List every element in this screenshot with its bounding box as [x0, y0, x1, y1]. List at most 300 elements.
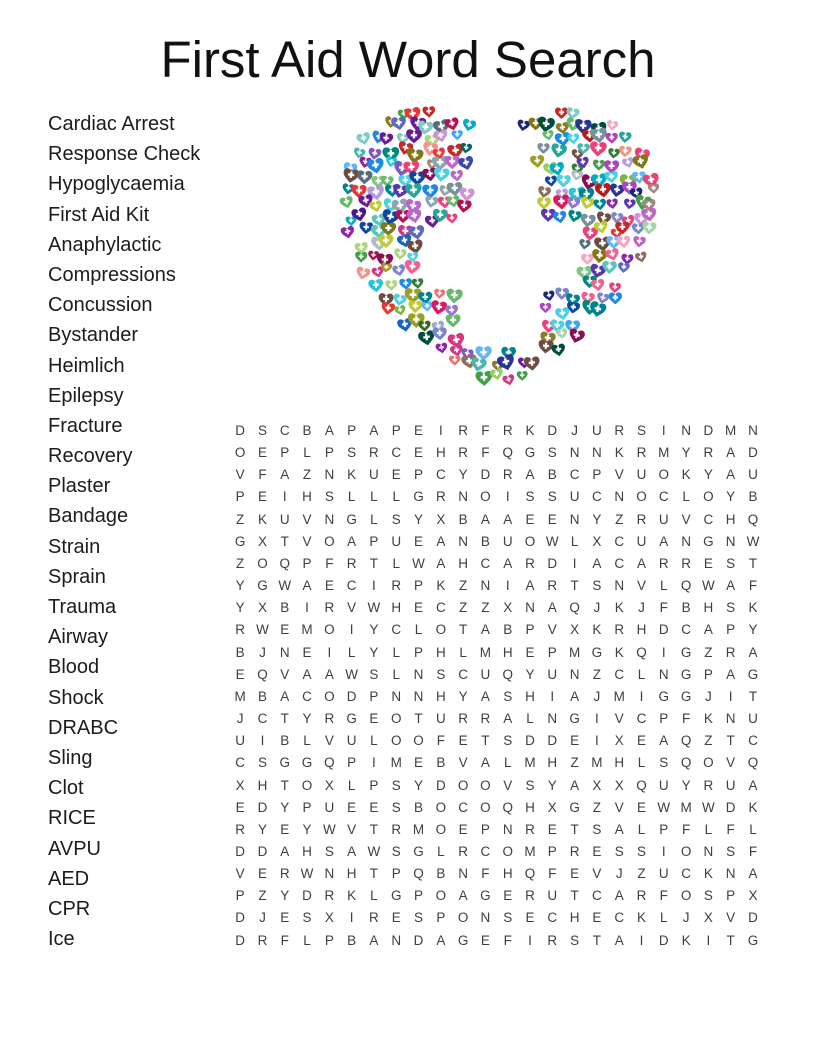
grid-letter: L — [370, 511, 378, 527]
grid-letter: A — [614, 821, 624, 837]
grid-letter: A — [503, 555, 513, 571]
grid-letter: E — [592, 843, 602, 859]
mini-heart-icon — [591, 279, 606, 292]
grid-letter: A — [280, 467, 290, 483]
grid-letter: H — [391, 600, 402, 616]
word-list-item: Sprain — [48, 565, 106, 588]
grid-letter: J — [593, 600, 601, 616]
grid-letter: J — [682, 910, 690, 926]
grid-letter: B — [748, 489, 758, 505]
grid-letter: P — [369, 688, 379, 704]
grid-letter: D — [346, 688, 357, 704]
grid-letter: G — [703, 533, 714, 549]
grid-letter: Z — [704, 733, 713, 749]
grid-letter: K — [257, 511, 267, 527]
grid-letter: A — [592, 555, 602, 571]
grid-letter: O — [457, 910, 469, 926]
grid-letter: Y — [235, 600, 245, 616]
grid-letter: S — [369, 666, 379, 682]
grid-letter: L — [749, 821, 757, 837]
word-list-item: Heimlich — [48, 354, 125, 377]
grid-letter: S — [324, 843, 334, 859]
grid-letter: K — [703, 711, 713, 727]
grid-letter: S — [592, 821, 602, 837]
grid-letter: S — [636, 843, 646, 859]
mini-heart-icon — [641, 221, 656, 235]
grid-letter: I — [438, 423, 443, 438]
grid-letter: F — [681, 711, 691, 727]
grid-letter: O — [658, 467, 670, 483]
grid-letter: T — [570, 821, 579, 837]
grid-letter: A — [614, 932, 624, 948]
grid-letter: V — [614, 799, 624, 815]
grid-letter: E — [391, 467, 401, 483]
grid-letter: L — [637, 666, 646, 682]
grid-letter: E — [414, 755, 424, 771]
grid-letter: V — [503, 777, 513, 793]
grid-letter: I — [639, 688, 644, 704]
grid-letter: I — [327, 644, 332, 660]
grid-letter: O — [680, 843, 692, 859]
grid-letter: Y — [748, 622, 758, 638]
grid-letter: Y — [280, 888, 290, 904]
grid-letter: I — [572, 555, 577, 571]
grid-letter: G — [591, 644, 603, 660]
grid-letter: U — [636, 467, 647, 483]
grid-letter: H — [725, 511, 736, 527]
word-list-item: Anaphylactic — [48, 233, 162, 256]
grid-letter: V — [235, 467, 245, 483]
mini-heart-icon — [433, 289, 445, 300]
mini-heart-icon — [593, 198, 607, 210]
grid-letter: P — [302, 799, 312, 815]
grid-row — [229, 907, 764, 929]
grid-letter: G — [390, 888, 402, 904]
grid-letter: B — [302, 423, 312, 438]
grid-letter: C — [703, 511, 714, 527]
grid-letter: R — [324, 711, 335, 727]
grid-letter: L — [570, 533, 579, 549]
heart-of-hearts-graphic — [330, 106, 666, 398]
mini-heart-icon — [556, 174, 571, 187]
grid-row — [229, 553, 764, 575]
grid-letter: A — [503, 511, 513, 527]
grid-letter: A — [726, 578, 736, 594]
grid-letter: N — [413, 666, 424, 682]
grid-letter: U — [725, 777, 736, 793]
grid-letter: I — [661, 423, 666, 438]
grid-letter: G — [234, 533, 246, 549]
grid-letter: H — [703, 600, 714, 616]
grid-letter: R — [502, 423, 513, 438]
grid-letter: R — [658, 555, 669, 571]
grid-letter: M — [479, 644, 492, 660]
grid-letter: E — [280, 910, 290, 926]
grid-letter: V — [726, 755, 736, 771]
grid-letter: I — [728, 688, 733, 704]
grid-letter: S — [726, 555, 736, 571]
grid-letter: Z — [570, 755, 579, 771]
grid-letter: L — [503, 755, 512, 771]
word-list-item: Sling — [48, 746, 93, 769]
grid-letter: C — [547, 910, 558, 926]
grid-letter: Y — [525, 666, 535, 682]
grid-letter: F — [659, 600, 668, 616]
grid-letter: C — [346, 578, 357, 594]
grid-letter: E — [636, 733, 646, 749]
grid-letter: E — [703, 555, 713, 571]
grid-letter: L — [370, 489, 378, 505]
mini-heart-icon — [446, 213, 458, 224]
grid-letter: D — [547, 733, 558, 749]
grid-letter: K — [748, 600, 758, 616]
mini-heart-icon — [580, 213, 597, 228]
grid-letter: D — [547, 555, 558, 571]
grid-letter: C — [279, 423, 290, 438]
grid-letter: S — [614, 843, 624, 859]
grid-letter: S — [436, 666, 446, 682]
grid-letter: R — [636, 511, 647, 527]
grid-letter: X — [324, 910, 334, 926]
grid-letter: A — [436, 533, 446, 549]
grid-letter: B — [436, 866, 446, 882]
grid-letter: G — [413, 843, 424, 859]
mini-heart-icon — [393, 248, 407, 260]
grid-letter: E — [480, 932, 490, 948]
grid-letter: A — [347, 533, 357, 549]
grid-letter: L — [660, 910, 668, 926]
grid-letter: E — [458, 733, 468, 749]
grid-row — [229, 664, 764, 686]
mini-heart-icon — [570, 169, 583, 181]
grid-letter: M — [568, 644, 581, 660]
word-list-item: AED — [48, 867, 90, 890]
grid-letter: P — [391, 866, 401, 882]
grid-letter: Q — [747, 755, 759, 771]
grid-letter: S — [726, 843, 736, 859]
grid-letter: M — [524, 755, 536, 771]
mini-heart-icon — [567, 133, 580, 144]
grid-letter: D — [235, 843, 246, 859]
grid-letter: L — [704, 821, 713, 837]
grid-letter: D — [525, 733, 535, 749]
grid-letter: V — [347, 600, 357, 616]
grid-letter: S — [302, 910, 312, 926]
grid-letter: Y — [302, 711, 312, 727]
mini-heart-icon — [356, 132, 372, 147]
grid-letter: A — [659, 733, 669, 749]
grid-letter: S — [636, 423, 646, 438]
grid-letter: S — [391, 511, 401, 527]
grid-letter: O — [502, 843, 513, 859]
grid-letter: D — [547, 423, 558, 438]
grid-letter: S — [592, 578, 602, 594]
mini-heart-icon — [530, 155, 545, 169]
grid-letter: I — [639, 932, 644, 948]
grid-letter: U — [346, 733, 357, 749]
grid-letter: L — [303, 932, 311, 948]
mini-heart-icon — [451, 130, 463, 140]
word-list-item: DRABC — [48, 716, 119, 739]
grid-letter: C — [435, 467, 446, 483]
grid-letter: B — [436, 755, 446, 771]
grid-letter: Q — [413, 866, 424, 882]
grid-letter: D — [658, 622, 669, 638]
grid-letter: G — [569, 711, 580, 727]
grid-letter: K — [436, 578, 446, 594]
grid-letter: G — [680, 688, 692, 704]
grid-letter: B — [347, 932, 357, 948]
grid-row — [229, 797, 764, 819]
grid-letter: N — [279, 644, 290, 660]
grid-letter: S — [547, 445, 557, 461]
word-list-item: Compressions — [48, 263, 176, 286]
grid-letter: C — [458, 799, 468, 815]
grid-letter: C — [569, 467, 580, 483]
grid-letter: X — [570, 622, 580, 638]
grid-letter: F — [258, 467, 267, 483]
grid-letter: W — [702, 799, 715, 815]
grid-letter: L — [303, 733, 311, 749]
grid-letter: K — [525, 423, 535, 438]
grid-letter: G — [747, 666, 759, 682]
grid-letter: E — [414, 445, 424, 461]
grid-letter: E — [414, 600, 424, 616]
grid-letter: H — [547, 755, 558, 771]
grid-letter: E — [525, 910, 535, 926]
grid-letter: A — [659, 533, 669, 549]
mini-heart-icon — [340, 225, 355, 239]
grid-letter: N — [614, 489, 625, 505]
grid-letter: F — [681, 821, 691, 837]
grid-letter: X — [436, 511, 446, 527]
grid-letter: L — [682, 489, 690, 505]
grid-letter: Q — [257, 666, 268, 682]
grid-letter: I — [282, 489, 287, 505]
grid-letter: R — [502, 467, 513, 483]
grid-letter: S — [703, 888, 713, 904]
grid-letter: A — [280, 688, 290, 704]
grid-letter: R — [725, 644, 736, 660]
grid-letter: A — [748, 644, 758, 660]
grid-letter: A — [324, 423, 334, 438]
grid-letter: E — [257, 445, 267, 461]
grid-letter: X — [592, 533, 602, 549]
grid-letter: F — [548, 866, 557, 882]
grid-letter: N — [525, 600, 535, 616]
grid-letter: O — [480, 489, 491, 505]
grid-letter: U — [369, 467, 379, 483]
grid-letter: X — [614, 777, 624, 793]
grid-letter: A — [480, 511, 490, 527]
grid-letter: Y — [592, 511, 602, 527]
grid-letter: M — [524, 843, 536, 859]
grid-letter: R — [703, 777, 714, 793]
grid-letter: T — [369, 866, 379, 882]
grid-letter: W — [746, 533, 760, 549]
grid-letter: T — [280, 777, 289, 793]
grid-letter: G — [480, 888, 491, 904]
word-list-item: Plaster — [48, 475, 111, 498]
word-list-item: Recovery — [48, 445, 133, 468]
grid-letter: Q — [279, 555, 290, 571]
grid-letter: B — [681, 600, 691, 616]
grid-letter: T — [570, 578, 579, 594]
grid-letter: F — [748, 578, 758, 594]
grid-letter: W — [412, 555, 425, 571]
grid-letter: R — [391, 821, 402, 837]
grid-letter: H — [569, 910, 580, 926]
grid-letter: E — [570, 866, 580, 882]
grid-letter: M — [680, 799, 692, 815]
grid-letter: N — [569, 511, 580, 527]
grid-letter: R — [458, 843, 468, 859]
grid-letter: Y — [369, 644, 379, 660]
grid-letter: N — [324, 511, 335, 527]
grid-letter: E — [257, 866, 267, 882]
grid-letter: G — [346, 511, 357, 527]
mini-heart-icon — [449, 355, 461, 366]
word-list-item: CPR — [48, 897, 91, 920]
mini-heart-icon — [405, 183, 423, 199]
grid-letter: F — [481, 423, 490, 438]
word-list-item: Trauma — [48, 596, 117, 618]
mini-heart-icon — [444, 155, 460, 169]
grid-letter: F — [726, 821, 735, 837]
grid-letter: K — [748, 799, 758, 815]
grid-row — [229, 885, 764, 907]
grid-letter: S — [503, 688, 513, 704]
grid-letter: A — [525, 578, 535, 594]
grid-letter: M — [234, 688, 246, 704]
grid-letter: O — [301, 777, 313, 793]
mini-heart-icon — [589, 141, 607, 157]
grid-letter: D — [257, 843, 268, 859]
grid-letter: Q — [636, 777, 647, 793]
grid-letter: A — [726, 445, 736, 461]
mini-heart-icon — [608, 148, 620, 159]
word-list-item: Shock — [48, 686, 104, 709]
mini-heart-icon — [556, 328, 569, 340]
grid-letter: M — [613, 688, 625, 704]
grid-letter: T — [748, 688, 758, 704]
grid-letter: Q — [636, 644, 647, 660]
grid-letter: K — [636, 910, 646, 926]
grid-letter: G — [301, 755, 313, 771]
word-list-item: Response Check — [48, 143, 201, 166]
mini-heart-icon — [567, 209, 582, 223]
grid-letter: N — [725, 533, 736, 549]
grid-letter: R — [235, 622, 246, 638]
mini-heart-icon — [404, 259, 421, 275]
word-list-item: Concussion — [48, 294, 153, 317]
grid-letter: K — [614, 445, 624, 461]
mini-heart-icon — [581, 254, 594, 265]
grid-letter: E — [547, 821, 557, 837]
grid-letter: Z — [302, 467, 312, 483]
grid-row — [229, 730, 764, 752]
grid-letter: N — [614, 578, 625, 594]
grid-letter: F — [436, 733, 445, 749]
grid-letter: C — [235, 755, 246, 771]
grid-letter: P — [235, 888, 245, 904]
grid-letter: F — [748, 843, 758, 859]
grid-letter: I — [661, 843, 666, 859]
grid-letter: A — [748, 777, 758, 793]
grid-letter: X — [235, 777, 245, 793]
mini-heart-icon — [457, 155, 475, 172]
grid-letter: F — [325, 555, 334, 571]
grid-letter: D — [235, 423, 246, 438]
grid-letter: B — [503, 622, 513, 638]
grid-letter: Y — [703, 467, 713, 483]
grid-letter: T — [369, 555, 379, 571]
grid-letter: X — [257, 600, 267, 616]
grid-letter: F — [503, 932, 512, 948]
grid-letter: L — [637, 755, 646, 771]
grid-letter: C — [458, 666, 468, 682]
grid-row — [229, 819, 764, 841]
word-list-item: Ice — [48, 928, 75, 951]
grid-letter: K — [614, 644, 624, 660]
mini-heart-icon — [435, 342, 448, 354]
mini-heart-icon — [551, 343, 566, 357]
grid-letter: H — [346, 866, 357, 882]
grid-letter: W — [322, 821, 336, 837]
grid-letter: P — [703, 666, 713, 682]
grid-letter: L — [392, 489, 400, 505]
grid-letter: N — [547, 711, 558, 727]
grid-letter: I — [595, 711, 599, 727]
grid-letter: L — [392, 644, 400, 660]
grid-letter: I — [505, 578, 510, 594]
grid-letter: C — [614, 910, 625, 926]
grid-letter: E — [235, 666, 245, 682]
grid-letter: E — [525, 644, 535, 660]
grid-row — [229, 863, 764, 885]
grid-letter: S — [503, 910, 513, 926]
grid-letter: V — [592, 866, 602, 882]
grid-letter: E — [280, 622, 290, 638]
grid-letter: G — [346, 711, 357, 727]
grid-letter: Q — [502, 666, 513, 682]
grid-letter: O — [324, 622, 335, 638]
grid-letter: I — [706, 932, 711, 948]
grid-letter: J — [638, 600, 645, 616]
grid-letter: D — [302, 888, 312, 904]
grid-letter: C — [681, 866, 691, 882]
grid-letter: A — [302, 666, 312, 682]
grid-row — [229, 486, 764, 508]
mini-heart-icon — [368, 278, 384, 293]
grid-letter: U — [658, 511, 669, 527]
grid-letter: U — [435, 711, 446, 727]
grid-letter: E — [525, 511, 535, 527]
grid-letter: I — [305, 600, 309, 616]
grid-letter: V — [302, 533, 312, 549]
grid-letter: P — [726, 622, 736, 638]
grid-letter: V — [458, 755, 468, 771]
grid-letter: U — [324, 799, 335, 815]
grid-letter: X — [257, 533, 267, 549]
mini-heart-icon — [605, 133, 618, 144]
grid-letter: V — [614, 711, 624, 727]
grid-letter: R — [391, 578, 402, 594]
grid-letter: O — [435, 888, 447, 904]
grid-letter: V — [280, 666, 290, 682]
grid-letter: Z — [236, 511, 245, 527]
grid-letter: H — [614, 755, 625, 771]
